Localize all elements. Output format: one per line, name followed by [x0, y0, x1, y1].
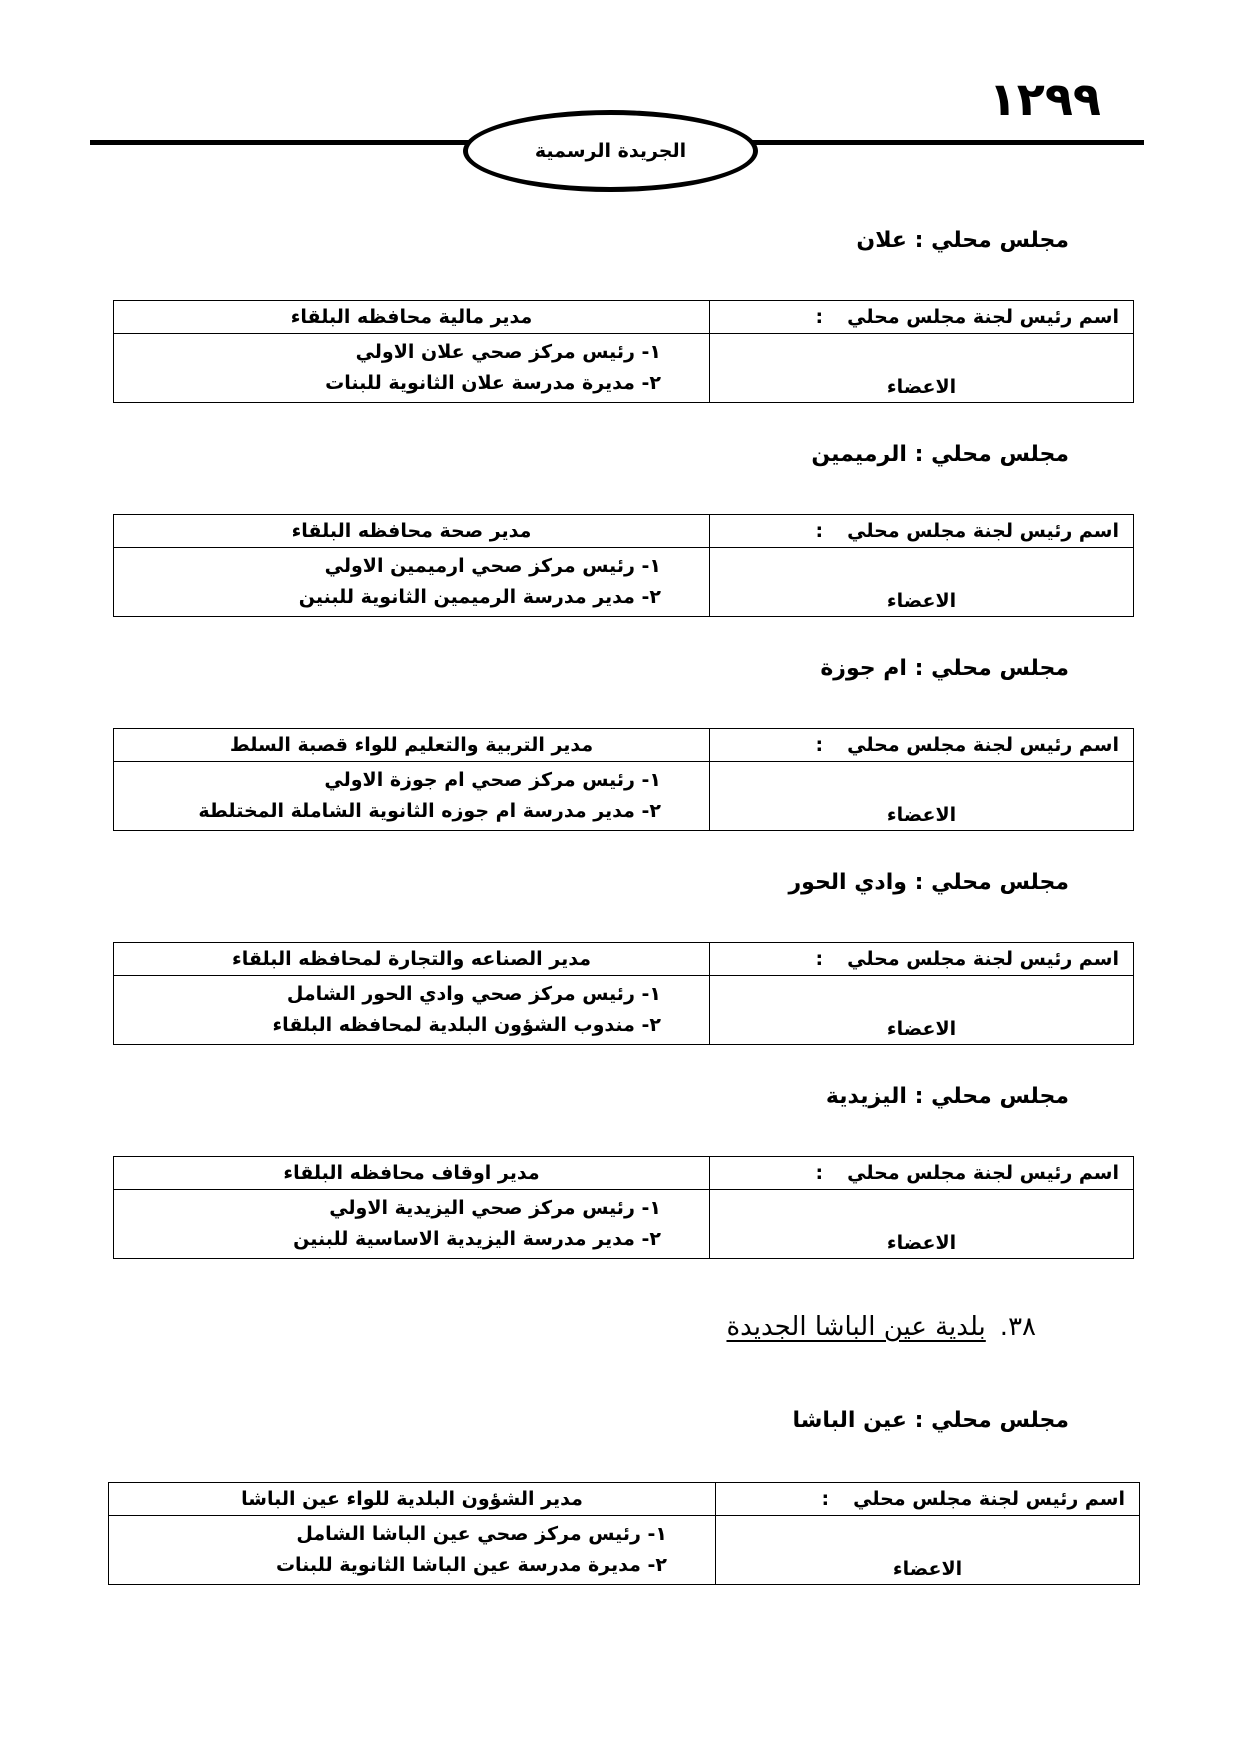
- chair-label: اسم رئيس لجنة مجلس محلي: [847, 1162, 1119, 1184]
- chair-label: اسم رئيس لجنة مجلس محلي: [853, 1488, 1125, 1510]
- members-list: [114, 976, 710, 1045]
- council-name: الرميمين: [811, 442, 907, 467]
- member-item: ٢- مدير مدرسة الرميمين الثانوية للبنين: [298, 586, 661, 608]
- members-list: [114, 548, 710, 617]
- committee-table: [113, 728, 1134, 831]
- chair-label-cell: [710, 301, 1134, 334]
- chair-label-cell: [710, 515, 1134, 548]
- committee-table: [113, 942, 1134, 1045]
- chair-label: اسم رئيس لجنة مجلس محلي: [847, 306, 1119, 328]
- header-title: الجريدة الرسمية: [463, 110, 758, 192]
- chair-value: مدير الشؤون البلدية للواء عين الباشا: [109, 1483, 716, 1516]
- members-label: الاعضاء: [710, 548, 1134, 617]
- chair-label: اسم رئيس لجنة مجلس محلي: [847, 734, 1119, 756]
- council-heading: [811, 442, 1069, 467]
- committee-table: [113, 1156, 1134, 1259]
- council-prefix: مجلس محلي :: [914, 1084, 1069, 1109]
- council-heading: [856, 228, 1069, 253]
- members-label: الاعضاء: [710, 334, 1134, 403]
- council-name: ام جوزة: [820, 656, 907, 681]
- colon: :: [821, 1488, 830, 1510]
- chair-value: مدير صحة محافظه البلقاء: [114, 515, 710, 548]
- council-prefix: مجلس محلي :: [914, 228, 1069, 253]
- members-list: [114, 1190, 710, 1259]
- council-name: اليزيدية: [825, 1084, 907, 1109]
- members-list: [114, 762, 710, 831]
- member-item: ١- رئيس مركز صحي اليزيدية الاولي: [329, 1197, 661, 1219]
- chair-label-cell: [710, 1157, 1134, 1190]
- colon: :: [815, 1162, 824, 1184]
- page-number: ١٢٩٩: [988, 72, 1101, 126]
- chair-value: مدير اوقاف محافظه البلقاء: [114, 1157, 710, 1190]
- council-prefix: مجلس محلي :: [914, 442, 1069, 467]
- members-label: الاعضاء: [716, 1516, 1140, 1585]
- colon: :: [815, 948, 824, 970]
- members-label: الاعضاء: [710, 976, 1134, 1045]
- member-item: ٢- مدير مدرسة ام جوزه الثانوية الشاملة المختلطة: [198, 800, 661, 822]
- chair-value: مدير الصناعه والتجارة لمحافظه البلقاء: [114, 943, 710, 976]
- chair-label-cell: [710, 729, 1134, 762]
- chair-label: اسم رئيس لجنة مجلس محلي: [847, 948, 1119, 970]
- member-item: ١- رئيس مركز صحي علان الاولي: [355, 341, 661, 363]
- members-label: الاعضاء: [710, 762, 1134, 831]
- council-prefix: مجلس محلي :: [914, 1408, 1069, 1433]
- chair-value: مدير مالية محافظه البلقاء: [114, 301, 710, 334]
- committee-table: [108, 1482, 1140, 1585]
- council-prefix: مجلس محلي :: [914, 870, 1069, 895]
- member-item: ١- رئيس مركز صحي عين الباشا الشامل: [296, 1523, 667, 1545]
- member-item: ٢- مندوب الشؤون البلدية لمحافظه البلقاء: [272, 1014, 661, 1036]
- members-list: [114, 334, 710, 403]
- member-item: ٢- مدير مدرسة اليزيدية الاساسية للبنين: [293, 1228, 661, 1250]
- council-name: عين الباشا: [792, 1408, 907, 1433]
- member-item: ١- رئيس مركز صحي وادي الحور الشامل: [286, 983, 661, 1005]
- council-heading: [820, 656, 1069, 681]
- council-name: وادي الحور: [788, 870, 907, 895]
- member-item: ٢- مديرة مدرسة عين الباشا الثانوية للبنات: [275, 1554, 667, 1576]
- committee-table: [113, 514, 1134, 617]
- chair-value: مدير التربية والتعليم للواء قصبة السلط: [114, 729, 710, 762]
- council-name: علان: [856, 228, 907, 253]
- members-list: [109, 1516, 716, 1585]
- municipality-name: بلدية عين الباشا الجديدة: [726, 1312, 986, 1342]
- council-heading: [793, 1408, 1069, 1433]
- chair-label-cell: [710, 943, 1134, 976]
- committee-table: [113, 300, 1134, 403]
- chair-label: اسم رئيس لجنة مجلس محلي: [847, 520, 1119, 542]
- municipality-heading: [726, 1312, 1036, 1342]
- members-label: الاعضاء: [710, 1190, 1134, 1259]
- council-heading: [788, 870, 1069, 895]
- colon: :: [815, 306, 824, 328]
- member-item: ١- رئيس مركز صحي ارميمين الاولي: [324, 555, 661, 577]
- member-item: ٢- مديرة مدرسة علان الثانوية للبنات: [325, 372, 661, 394]
- colon: :: [815, 520, 824, 542]
- council-heading: [826, 1084, 1069, 1109]
- member-item: ١- رئيس مركز صحي ام جوزة الاولي: [324, 769, 661, 791]
- municipality-number: ٣٨.: [999, 1312, 1036, 1342]
- colon: :: [815, 734, 824, 756]
- council-prefix: مجلس محلي :: [914, 656, 1069, 681]
- chair-label-cell: [716, 1483, 1140, 1516]
